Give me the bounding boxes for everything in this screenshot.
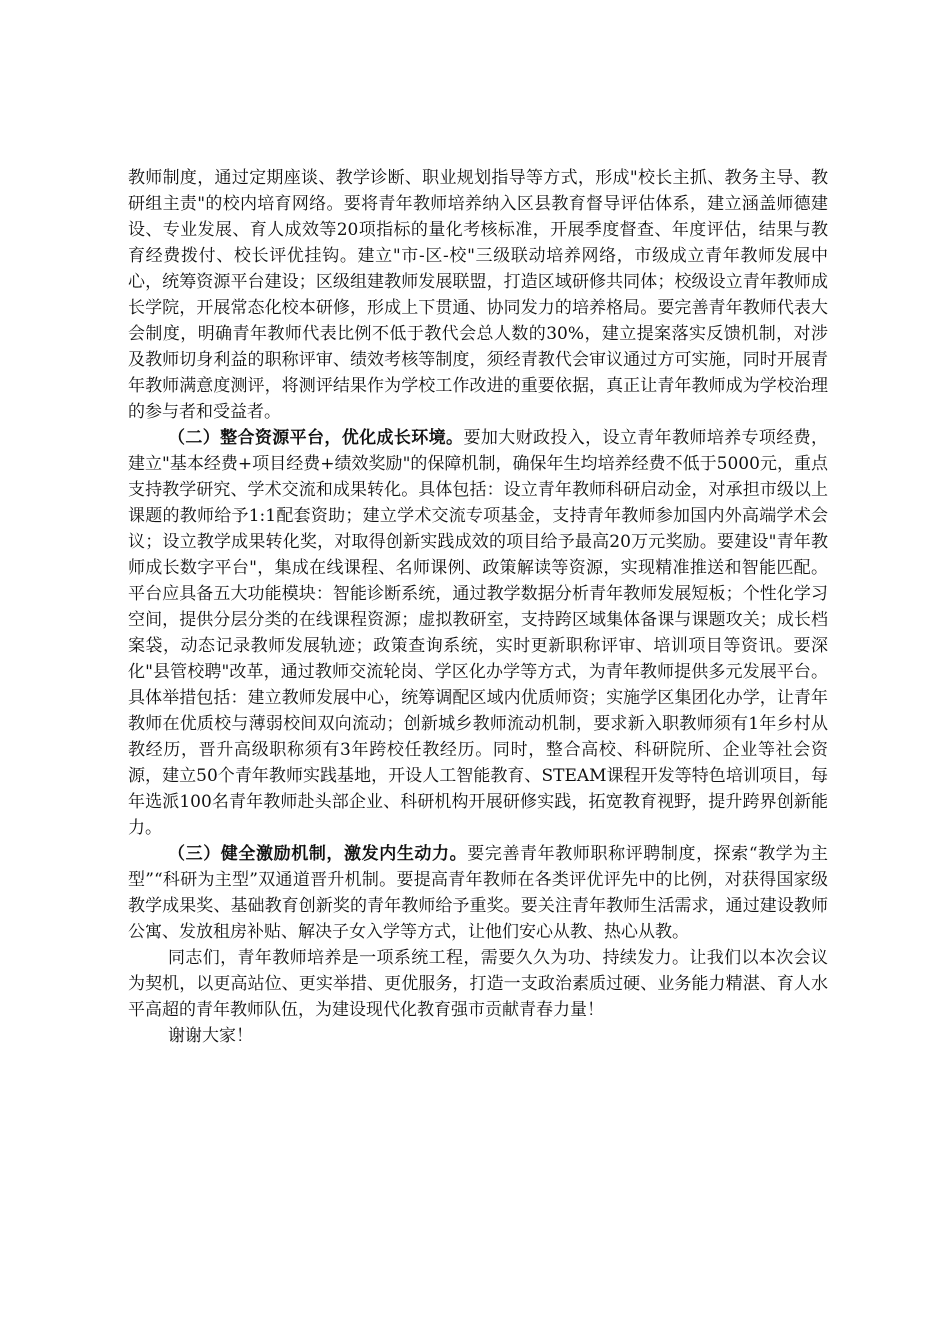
section-heading: （二）整合资源平台，优化成长环境。 bbox=[168, 428, 464, 448]
paragraph-section-3 bbox=[128, 841, 828, 945]
paragraph-text: 同志们，青年教师培养是一项系统工程，需要久久为功、持续发力。让我们以本次会议为契机，以更高站位、更实举措、更优服务，打造一支政治素质过硬、业务能力精湛、育人水平高超的青年教师队伍，为建设现代化教育强市贡献青春力量！ bbox=[128, 948, 828, 1020]
document-body bbox=[128, 165, 828, 1049]
paragraph-text: 教师制度，通过定期座谈、教学诊断、职业规划指导等方式，形成"校长主抓、教务主导、教研组主责"的校内培育网络。要将青年教师培养纳入区县教育督导评估体系，建立涵盖师德建设、专业发展、育人成效等20项指标的量化考核标准，开展季度督查、年度评估，结果与教育经费拨付、校长评优挂钩。建立"市-区-校"三级联动培养网络，市级成立青年教师发展中心，统筹资源平台建设；区级组建教师发展联盟，打造区域研修共同体；校级设立青年教师成长学院，开展常态化校本研修，形成上下贯通、协同发力的培养格局。要完善青年教师代表大会制度，明确青年教师代表比例不低于教代会总人数的30%，建立提案落实反馈机制，对涉及教师切身利益的职称评审、绩效考核等制度，须经青教代会审议通过方可实施，同时开展青年教师满意度测评，将测评结果作为学校工作改进的重要依据，真正让青年教师成为学校治理的参与者和受益者。 bbox=[128, 168, 828, 422]
paragraph-section-2 bbox=[128, 425, 828, 841]
paragraph-continuation bbox=[128, 165, 828, 425]
paragraph-text: 要加大财政投入，设立青年教师培养专项经费，建立"基本经费+项目经费+绩效奖励"的保障机制，确保年生均培养经费不低于5000元，重点支持教学研究、学术交流和成果转化。具体包括：设立青年教师科研启动金，对承担市级以上课题的教师给予1:1配套资助；建立学术交流专项基金，支持青年教师参加国内外高端学术会议；设立教学成果转化奖，对取得创新实践成效的项目给予最高20万元奖励。要建设"青年教师成长数字平台"，集成在线课程、名师课例、政策解读等资源，实现精准推送和智能匹配。平台应具备五大功能模块：智能诊断系统，通过教学数据分析青年教师发展短板；个性化学习空间，提供分层分类的在线课程资源；虚拟教研室，支持跨区域集体备课与课题攻关；成长档案袋，动态记录教师发展轨迹；政策查询系统，实时更新职称评审、培训项目等资讯。要深化"县管校聘"改革，通过教师交流轮岗、学区化办学等方式，为青年教师提供多元发展平台。具体举措包括：建立教师发展中心，统筹调配区域内优质师资；实施学区集团化办学，让青年教师在优质校与薄弱校间双向流动；创新城乡教师流动机制，要求新入职教师须有1年乡村从教经历，晋升高级职称须有3年跨校任教经历。同时，整合高校、科研院所、企业等社会资源，建立50个青年教师实践基地，开设人工智能教育、STEAM课程开发等特色培训项目，每年选派100名青年教师赴头部企业、科研机构开展研修实践，拓宽教育视野，提升跨界创新能力。 bbox=[128, 428, 829, 838]
closing-remark: 谢谢大家！ bbox=[168, 1026, 253, 1046]
paragraph-conclusion bbox=[128, 945, 828, 1023]
section-heading: （三）健全激励机制，激发内生动力。 bbox=[168, 844, 468, 864]
paragraph-text: 要完善青年教师职称评聘制度，探索“教学为主型”“科研为主型”双通道晋升机制。要提高青年教师在各类评优评先中的比例，对获得国家级教学成果奖、基础教育创新奖的青年教师给予重奖。要关注青年教师生活需求，通过建设教师公寓、发放租房补贴、解决子女入学等方式，让他们安心从教、热心从教。 bbox=[128, 844, 828, 942]
